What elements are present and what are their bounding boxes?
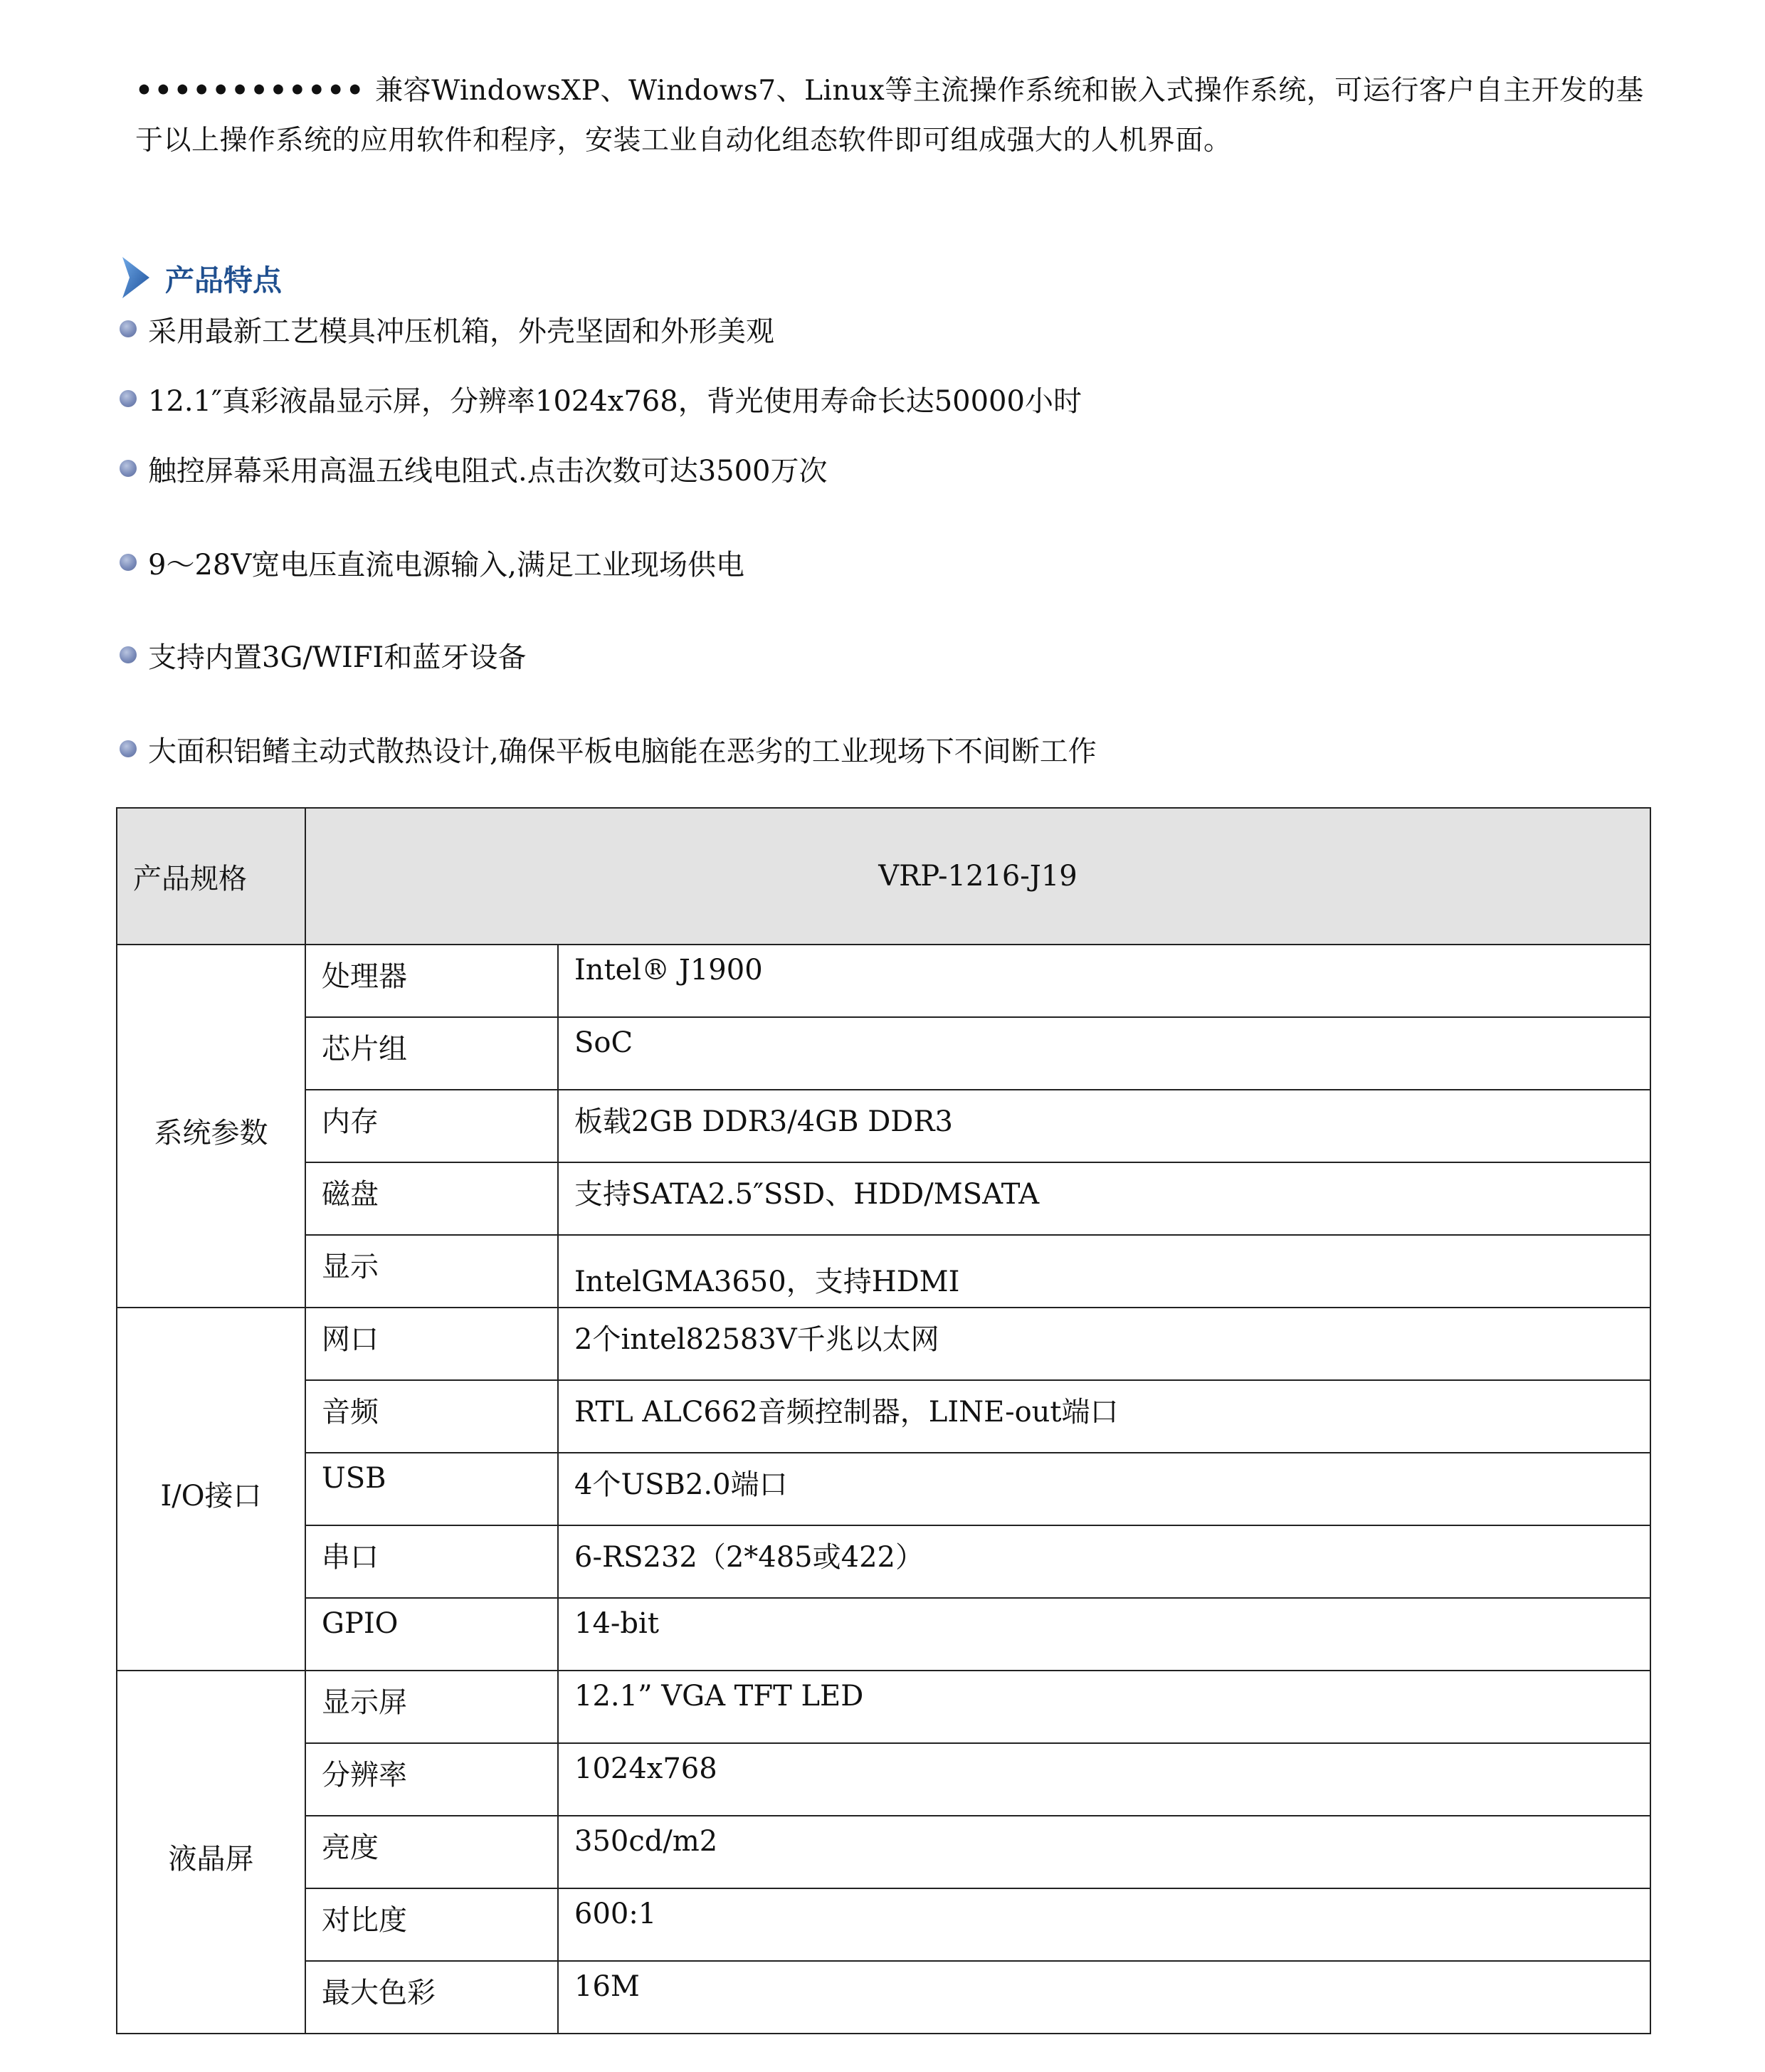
feature-text: 12.1″真彩液晶显示屏，分辨率1024x768，背光使用寿命长达50000小时 [148, 384, 1082, 418]
table-row [117, 1235, 1650, 1308]
feature-text: 支持内置3G/WIFI和蓝牙设备 [148, 641, 527, 674]
spec-key: 串口 [305, 1525, 558, 1598]
table-row [117, 1888, 1650, 1961]
spec-value: IntelGMA3650，支持HDMI [558, 1235, 1650, 1308]
bullet-icon [120, 646, 137, 663]
bullet-icon [120, 460, 137, 477]
group-label: 系统参数 [117, 945, 305, 1308]
feature-text: 采用最新工艺模具冲压机箱，外壳坚固和外形美观 [148, 315, 774, 348]
spec-key: 最大色彩 [305, 1961, 558, 2034]
intro-paragraph [135, 65, 1651, 166]
feature-item [120, 633, 526, 676]
spec-key: 音频 [305, 1380, 558, 1453]
bullet-icon [120, 740, 137, 757]
table-row [117, 1090, 1650, 1162]
spec-value: 板载2GB DDR3/4GB DDR3 [558, 1090, 1650, 1162]
feature-item [120, 307, 774, 350]
table-row [117, 1525, 1650, 1598]
group-label: I/O接口 [117, 1308, 305, 1671]
feature-item [120, 541, 744, 584]
group-label: 液晶屏 [117, 1671, 305, 2034]
bullet-icon [120, 554, 137, 571]
spec-key: 分辨率 [305, 1743, 558, 1816]
spec-value: 2个intel82583V千兆以太网 [558, 1308, 1650, 1380]
spec-value: RTL ALC662音频控制器，LINE-out端口 [558, 1380, 1650, 1453]
spec-key: 亮度 [305, 1816, 558, 1888]
play-arrow-icon [121, 256, 151, 300]
spec-value: Intel® J1900 [558, 945, 1650, 1017]
header-label: 产品规格 [117, 808, 305, 945]
table-row [117, 1017, 1650, 1090]
feature-item [120, 377, 1082, 420]
table-row [117, 1380, 1650, 1453]
spec-key: 处理器 [305, 945, 558, 1017]
table-row [117, 1671, 1650, 1743]
feature-text: 触控屏幕采用高温五线电阻式.点击次数可达3500万次 [148, 454, 828, 488]
spec-value: 支持SATA2.5″SSD、HDD/MSATA [558, 1162, 1650, 1235]
spec-key: USB [305, 1453, 558, 1525]
intro-dots: •••••••••••• [135, 74, 366, 107]
spec-key: 对比度 [305, 1888, 558, 1961]
bullet-icon [120, 390, 137, 407]
spec-value: SoC [558, 1017, 1650, 1090]
spec-value: 4个USB2.0端口 [558, 1453, 1650, 1525]
spec-table [116, 807, 1651, 2034]
table-row [117, 1743, 1650, 1816]
spec-value: 350cd/m2 [558, 1816, 1650, 1888]
feature-text: 大面积铝鳍主动式散热设计,确保平板电脑能在恶劣的工业现场下不间断工作 [148, 735, 1097, 768]
spec-key: GPIO [305, 1598, 558, 1671]
table-row [117, 1453, 1650, 1525]
model-name: VRP-1216-J19 [305, 808, 1650, 945]
feature-text: 9～28V宽电压直流电源输入,满足工业现场供电 [148, 548, 744, 582]
spec-value: 12.1” VGA TFT LED [558, 1671, 1650, 1743]
bullet-icon [120, 320, 137, 337]
table-row [117, 1308, 1650, 1380]
table-header-row [117, 808, 1650, 945]
table-row [117, 1961, 1650, 2034]
spec-key: 磁盘 [305, 1162, 558, 1235]
spec-key: 内存 [305, 1090, 558, 1162]
feature-item [120, 447, 828, 490]
intro-text: 兼容WindowsXP、Windows7、Linux等主流操作系统和嵌入式操作系统，可运行客户自主开发的基于以上操作系统的应用软件和程序，安装工业自动化组态软件即可组成强大的人机界面。 [135, 75, 1644, 157]
spec-key: 显示 [305, 1235, 558, 1308]
spec-key: 芯片组 [305, 1017, 558, 1090]
feature-item [120, 727, 1097, 770]
spec-value: 16M [558, 1961, 1650, 2034]
section-title: 产品特点 [165, 263, 282, 298]
section-heading [121, 253, 282, 303]
spec-value: 1024x768 [558, 1743, 1650, 1816]
spec-value: 14-bit [558, 1598, 1650, 1671]
spec-key: 显示屏 [305, 1671, 558, 1743]
table-row [117, 945, 1650, 1017]
spec-key: 网口 [305, 1308, 558, 1380]
table-row [117, 1162, 1650, 1235]
table-row [117, 1598, 1650, 1671]
table-row [117, 1816, 1650, 1888]
spec-value: 6-RS232（2*485或422） [558, 1525, 1650, 1598]
spec-value: 600:1 [558, 1888, 1650, 1961]
